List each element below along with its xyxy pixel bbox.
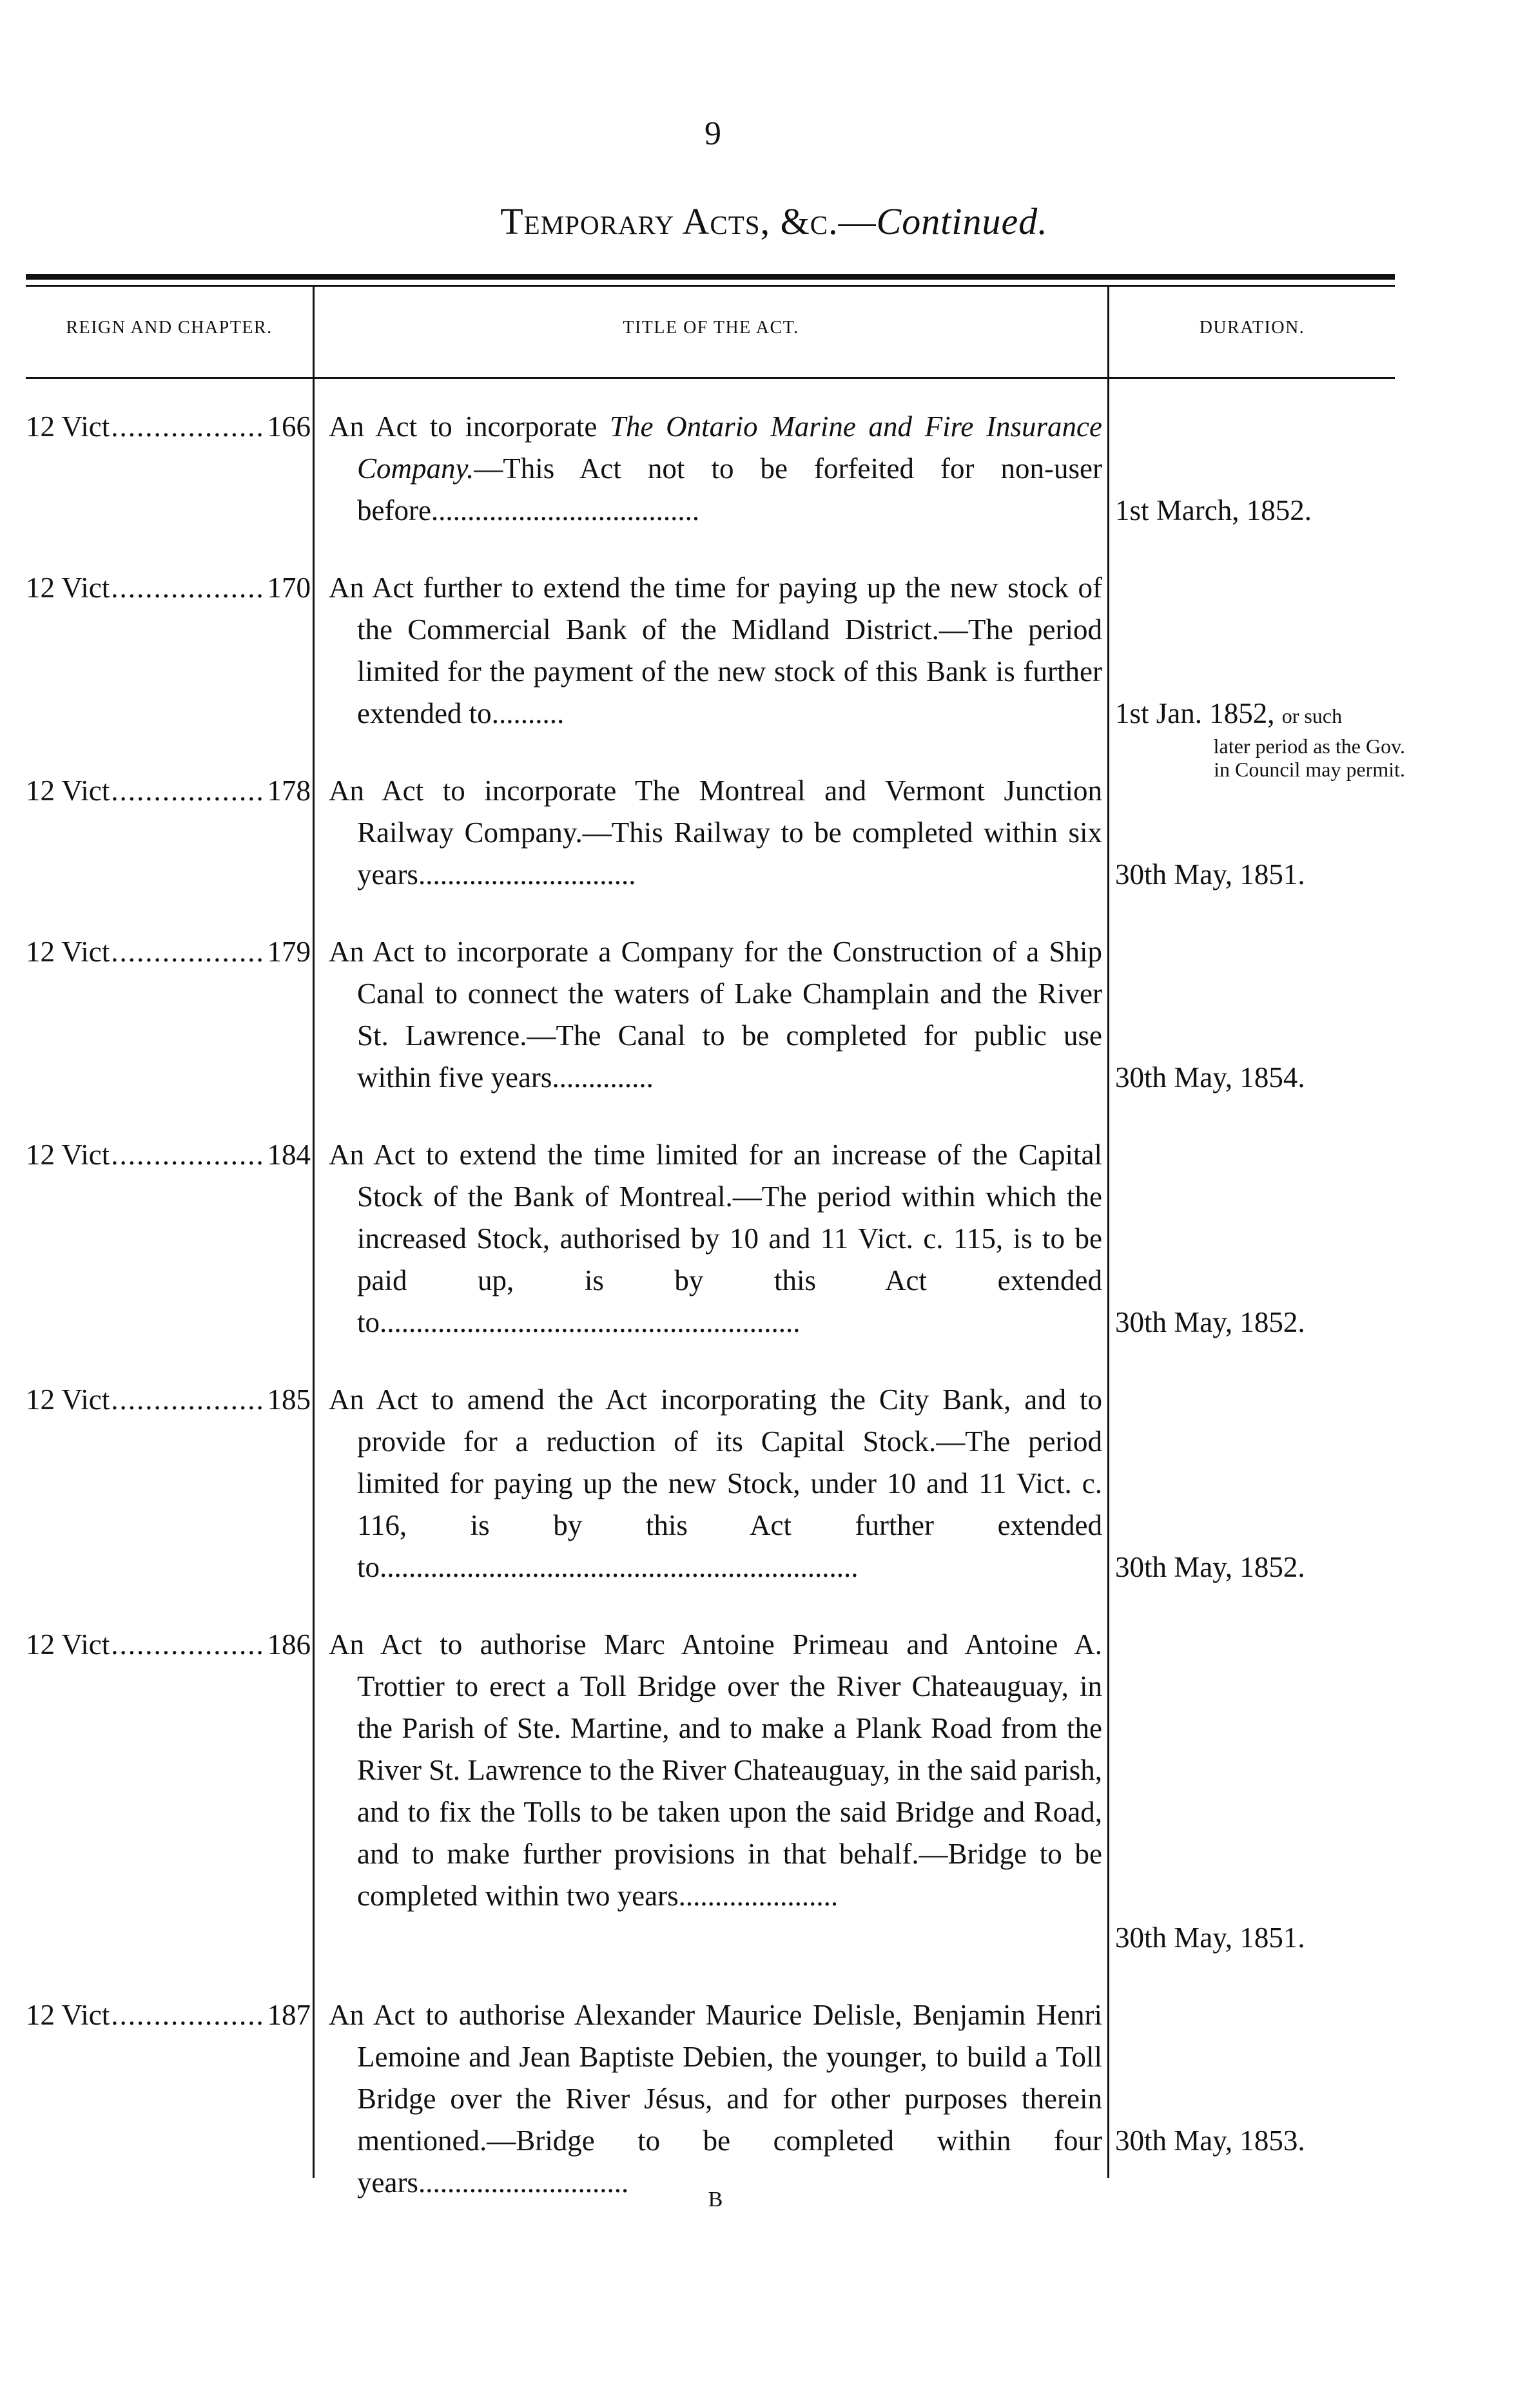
- reign-chapter: 12 Vict ..... 179: [26, 931, 311, 973]
- act-title-text: An Act to extend the time limited for an increase of the Capital Stock of the Bank of Montreal.—The period within which the increased Stock, authorised by 10 and 11 Vict. c. 115, is to be paid up, is by this Act extended to..........................................................: [329, 1139, 1102, 1338]
- duration-value: 30th May, 1851.: [1115, 1922, 1305, 1954]
- duration-value: 30th May, 1852.: [1115, 1306, 1305, 1338]
- reign-chapter: 12 Vict ..... 178: [26, 770, 311, 812]
- duration-value: 30th May, 1852.: [1115, 1551, 1305, 1583]
- duration-value: 1st Jan. 1852, or such: [1115, 697, 1343, 729]
- reign-chapter: 12 Vict ..... 170: [26, 567, 311, 609]
- column-divider-left: [313, 287, 315, 2178]
- reign-chapter: 12 Vict ..... 187: [26, 1994, 311, 2036]
- act-title-text: An Act to authorise Marc Antoine Primeau and Antoine A. Trottier to erect a Toll Bridge over the River Chateauguay, in the Parish of Ste. Martine, and to make a Plank Road from the River St. Lawrence to the River Chateauguay, in the said parish, and to fix the Tolls to be taken upon the said Bridge and Road, and to make further provisions in that behalf.—Bridge to be completed within two years......................: [329, 1628, 1102, 1912]
- page-title: [0, 200, 1516, 243]
- signature-mark: B: [708, 2188, 723, 2211]
- reign-chapter: 12 Vict ..... 166: [26, 406, 311, 448]
- header-rule-thin: [26, 285, 1395, 287]
- duration-value: 1st March, 1852.: [1115, 494, 1312, 526]
- act-title-text: An Act to amend the Act incorporating the City Bank, and to provide for a reduction of its Capital Stock.—The period limited for paying up the new Stock, under 10 and 11 Vict. c. 116, is by this Act further extended to..................................................................: [329, 1383, 1102, 1583]
- act-title-text: An Act to incorporate The Montreal and Vermont Junction Railway Company.—This Railway to be completed within six years..............................: [329, 775, 1102, 891]
- duration-note: later period as the Gov. in Council may permit.: [1213, 735, 1405, 781]
- reign-chapter: 12 Vict ..... 184: [26, 1134, 311, 1176]
- header-rule-thick: [26, 274, 1395, 280]
- duration-value: 30th May, 1854.: [1115, 1061, 1305, 1093]
- duration-value: 30th May, 1853.: [1115, 2124, 1305, 2157]
- act-title-text: An Act to incorporate The Ontario Marine and Fire Insurance Company.—This Act not to be forfeited for non-user before.....................................: [329, 410, 1103, 526]
- column-divider-right: [1107, 287, 1109, 2178]
- title-main: Temporary Acts, &c.—: [500, 200, 877, 242]
- page-number: 9: [705, 115, 721, 152]
- duration-value: 30th May, 1851.: [1115, 858, 1305, 891]
- reign-chapter: 12 Vict ..... 185: [26, 1379, 311, 1421]
- column-header-title: TITLE OF THE ACT.: [623, 318, 799, 338]
- act-title-text: An Act further to extend the time for paying up the new stock of the Commercial Bank of the Midland District.—The period limited for the payment of the new stock of this Bank is further extended to..........: [329, 572, 1102, 729]
- act-title-text: An Act to incorporate a Company for the Construction of a Ship Canal to connect the waters of Lake Champlain and the River St. Lawrence.—The Canal to be completed for public use within five years..............: [329, 936, 1102, 1093]
- reign-chapter: 12 Vict ..... 186: [26, 1624, 311, 1666]
- title-continued: Continued.: [876, 200, 1048, 242]
- column-header-rule: [26, 377, 1395, 379]
- column-header-reign: REIGN AND CHAPTER.: [66, 318, 273, 338]
- column-header-duration: DURATION.: [1199, 318, 1305, 338]
- act-title-text: An Act to authorise Alexander Maurice Delisle, Benjamin Henri Lemoine and Jean Baptiste Debien, the younger, to build a Toll Bridge over the River Jésus, and for other purposes therein mentioned.—Bridge to be completed within four years.............................: [329, 1999, 1102, 2199]
